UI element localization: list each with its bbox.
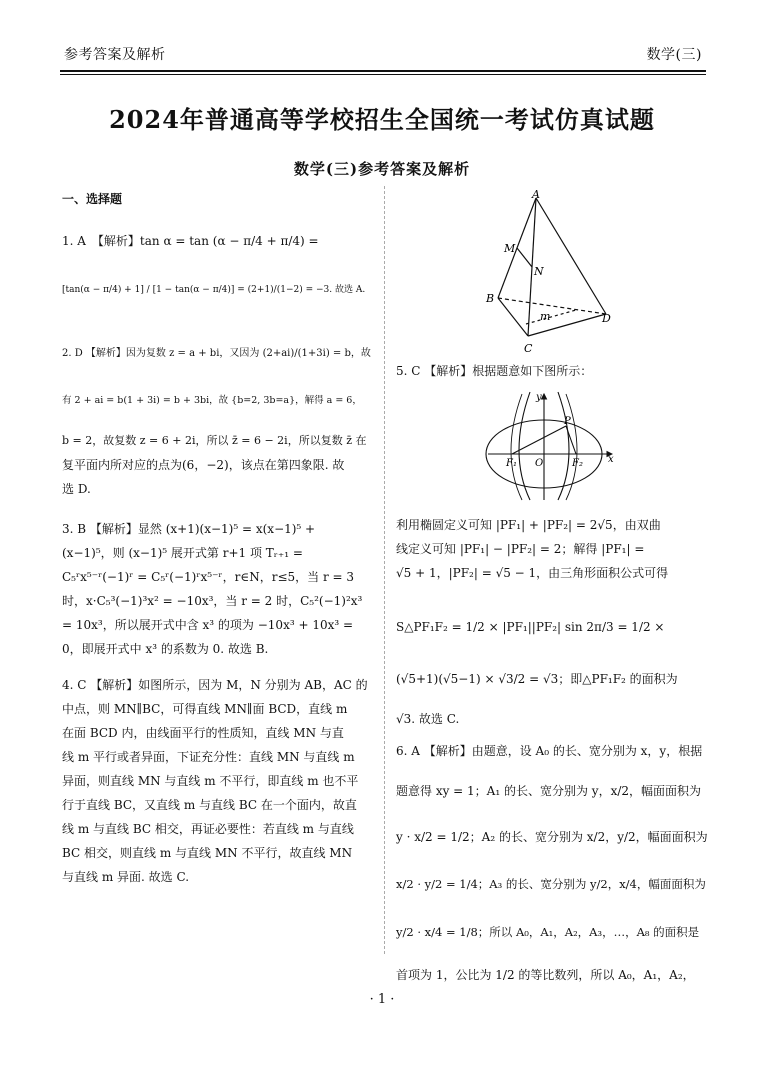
text-line: (√5+1)(√5−1) × √3/2 = √3；即△PF₁F₂ 的面积为: [396, 672, 678, 686]
text-line: 时，x·C₅³(−1)³x² = −10x³，当 r = 2 时，C₅²(−1)²x³: [62, 594, 363, 608]
section-heading: 一、选择题: [62, 192, 123, 206]
text-line: 利用椭圆定义可知 |PF₁| + |PF₂| = 2√5，由双曲: [396, 518, 661, 532]
text-line: BC 相交，则直线 m 与直线 MN 不平行，故直线 MN: [62, 846, 353, 860]
label-N: N: [534, 265, 544, 278]
text-line: 5. C 【解析】根据题意如下图所示：: [396, 364, 593, 378]
label-x: x: [608, 454, 614, 465]
label-m: m: [540, 310, 551, 323]
text-line: 在面 BCD 内，由线面平行的性质知，直线 MN 与直: [62, 726, 344, 740]
text-line: 6. A 【解析】由题意，设 A₀ 的长、宽分别为 x，y，根据: [396, 744, 703, 758]
text-line: 首项为 1，公比为 1/2 的等比数列，所以 A₀，A₁，A₂，: [396, 968, 695, 982]
text-line: 有 2 + ai = b(1 + 3i) = b + 3bi，故 {b=2, 3b=a}，解得 a = 6，: [62, 395, 362, 406]
text-line: 中点，则 MN∥BC，可得直线 MN∥面 BCD，直线 m: [62, 702, 348, 716]
text-line: 题意得 xy = 1；A₁ 的长、宽分别为 y，x/2，幅面面积为: [396, 784, 702, 798]
text-line: 线 m 平行或者异面，下证充分性：直线 MN 与直线 m: [62, 750, 355, 764]
text-line: 异面，则直线 MN 与直线 m 不平行，即直线 m 也不平: [62, 774, 359, 788]
text-line: 线定义可知 |PF₁| − |PF₂| = 2；解得 |PF₁| =: [396, 542, 645, 556]
header-right: 数学(三): [646, 47, 702, 63]
label-F1: F₁: [506, 458, 517, 469]
text-line: 线 m 与直线 BC 相交，再证必要性：若直线 m 与直线: [62, 822, 354, 836]
text-line: 复平面内所对应的点为(6，−2)，该点在第四象限. 故: [62, 458, 345, 472]
text-line: C₅ʳx⁵⁻ʳ(−1)ʳ = C₅ʳ(−1)ʳx⁵⁻ʳ，r∈N，r≤5，当 r = 3: [62, 570, 355, 584]
text-line: 1. A 【解析】tan α = tan (α − π/4 + π/4) =: [62, 234, 319, 248]
text-line: 选 D.: [62, 482, 91, 496]
text-line: √3. 故选 C.: [396, 712, 460, 726]
text-line: [tan(α − π/4) + 1] / [1 − tan(α − π/4)] = (2+1)/(1−2) = −3. 故选 A.: [62, 285, 366, 295]
text-line: 与直线 m 异面. 故选 C.: [62, 870, 190, 884]
label-O: O: [535, 458, 544, 469]
column-divider: [384, 186, 385, 954]
label-P: P: [564, 416, 571, 427]
text-line: (x−1)⁵，则 (x−1)⁵ 展开式第 r+1 项 Tᵣ₊₁ =: [62, 546, 303, 560]
page-subtitle: 数学(三)参考答案及解析: [293, 160, 471, 178]
page-title: 2024年普通高等学校招生全国统一考试仿真试题: [109, 105, 655, 134]
text-line: x/2 · y/2 = 1/4；A₃ 的长、宽分别为 y/2，x/4，幅面面积为: [396, 877, 706, 891]
text-line: y · x/2 = 1/2；A₂ 的长、宽分别为 x/2，y/2，幅面面积为: [396, 830, 708, 844]
page-number: · 1 ·: [369, 992, 395, 1007]
label-M: M: [504, 242, 516, 255]
label-A: A: [532, 190, 540, 201]
text-line: √5 + 1，|PF₂| = √5 − 1，由三角形面积公式可得: [396, 566, 669, 580]
header-rule-thin: [60, 74, 706, 75]
text-line: 4. C 【解析】如图所示，因为 M，N 分别为 AB，AC 的: [62, 678, 368, 692]
label-F2: F₂: [572, 458, 583, 469]
tetrahedron-figure: [480, 190, 630, 360]
label-B: B: [486, 292, 495, 305]
text-line: y/2 · x/4 = 1/8；所以 A₀，A₁，A₂，A₃，…，A₈ 的面积是: [396, 925, 700, 939]
text-line: b = 2，故复数 z = 6 + 2i，所以 z̄ = 6 − 2i，所以复数 z̄ 在: [62, 434, 367, 447]
text-line: 3. B 【解析】显然 (x+1)(x−1)⁵ = x(x−1)⁵ +: [62, 522, 316, 536]
label-C: C: [524, 342, 533, 355]
label-y: y: [536, 392, 542, 403]
header-rule: [60, 70, 706, 72]
text-line: 2. D 【解析】因为复数 z = a + bi，又因为 (2+ai)/(1+3i) = b，故: [62, 348, 371, 359]
text-line: S△PF₁F₂ = 1/2 × |PF₁||PF₂| sin 2π/3 = 1/2 ×: [396, 620, 665, 634]
header-left: 参考答案及解析: [64, 47, 166, 63]
text-line: 行于直线 BC，又直线 m 与直线 BC 在一个面内，故直: [62, 798, 357, 812]
conic-figure: [484, 388, 620, 506]
label-D: D: [602, 312, 611, 325]
text-line: 0，即展开式中 x³ 的系数为 0. 故选 B.: [62, 642, 269, 656]
text-line: = 10x³，所以展开式中含 x³ 的项为 −10x³ + 10x³ =: [62, 618, 354, 632]
